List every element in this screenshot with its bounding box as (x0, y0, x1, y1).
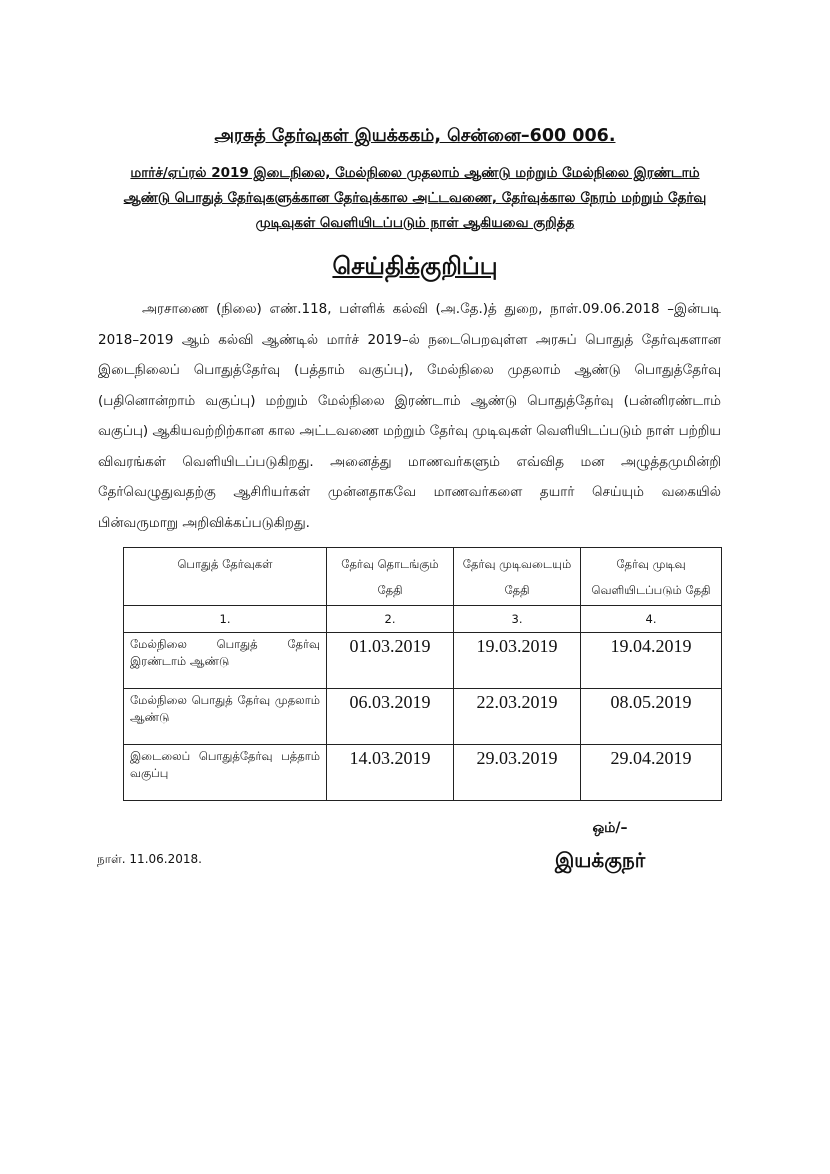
issue-date: நாள். 11.06.2018. (97, 852, 202, 866)
column-number: 1. (124, 606, 327, 633)
header-exams-label: பொதுத் தேர்வுகள் (177, 557, 273, 571)
header-end-date (454, 548, 581, 606)
start-date: 14.03.2019 (327, 745, 454, 801)
subtitle-line-1: மார்ச்/ஏப்ரல் 2019 இடைநிலை, மேல்நிலை முதலாம் ஆண்டு மற்றும் மேல்நிலை இரண்டாம் (130, 165, 700, 181)
header-result-line1: தேர்வு முடிவு (616, 557, 686, 571)
result-date: 29.04.2019 (581, 745, 722, 801)
designation: இயக்குநர் (554, 848, 646, 872)
result-date: 19.04.2019 (581, 633, 722, 689)
end-date: 19.03.2019 (454, 633, 581, 689)
body-paragraph-text: அரசாணை (நிலை) எண்.118, பள்ளிக் கல்வி (அ.தே.)த் துறை, நாள்.09.06.2018 –இன்படி 2018–2019 ஆம் கல்வி ஆண்டில் மார்ச் 2019–ல் நடைபெறவுள்ள அரசுப் பொதுத் தேர்வுகளான இடைநிலைப் பொதுத்தேர்வு (பத்தாம் வகுப்பு), மேல்நிலை முதலாம் ஆண்டு பொதுத்தேர்வு (பதினொன்றாம் வகுப்பு) மற்றும் மேல்நிலை இரண்டாம் ஆண்டு பொதுத்தேர்வு (பன்னிரண்டாம் வகுப்பு) ஆகியவற்றிற்கான கால அட்டவணை மற்றும் தேர்வு முடிவுகள் வெளியிடப்படும் நாள் பற்றிய விவரங்கள் வெளியிடப்படுகிறது. அனைத்து மாணவர்களும் எவ்வித மன அழுத்தமுமின்றி தேர்வெழுதுவதற்கு ஆசிரியர்கள் முன்னதாகவே மாணவர்களை தயார் செய்யும் வகையில் பின்வருமாறு அறிவிக்கப்படுகிறது. (98, 301, 721, 531)
header-result-date (581, 548, 722, 606)
table-number-row (124, 606, 722, 633)
table-row (124, 689, 722, 745)
start-date: 01.03.2019 (327, 633, 454, 689)
office-title: அரசுத் தேர்வுகள் இயக்ககம், சென்னை–600 006. (214, 126, 616, 146)
exam-schedule-table (123, 547, 722, 801)
column-number: 2. (327, 606, 454, 633)
column-number: 3. (454, 606, 581, 633)
start-date: 06.03.2019 (327, 689, 454, 745)
subtitle (90, 161, 740, 236)
end-date: 29.03.2019 (454, 745, 581, 801)
header-end-line2: தேதி (504, 583, 530, 597)
signed-mark: ஒம்/– (592, 820, 628, 836)
body-paragraph (98, 294, 721, 538)
header-end-line1: தேர்வு முடிவடையும் (462, 557, 572, 571)
subtitle-line-3: முடிவுகள் வெளியிடப்படும் நாள் ஆகியவை குறித்த (255, 215, 575, 231)
column-number: 4. (581, 606, 722, 633)
subtitle-line-2: ஆண்டு பொதுத் தேர்வுகளுக்கான தேர்வுக்கால அட்டவணை, தேர்வுக்கால நேரம் மற்றும் தேர்வு (123, 190, 707, 206)
signature-block (530, 820, 670, 875)
press-release-heading: செய்திக்குறிப்பு (332, 252, 498, 280)
table-row (124, 633, 722, 689)
exam-name: மேல்நிலை பொதுத் தேர்வு முதலாம் ஆண்டு (124, 689, 327, 745)
header-start-line2: தேதி (377, 583, 403, 597)
end-date: 22.03.2019 (454, 689, 581, 745)
result-date: 08.05.2019 (581, 689, 722, 745)
exam-name: மேல்நிலை பொதுத் தேர்வு இரண்டாம் ஆண்டு (124, 633, 327, 689)
header-result-line2: வெளியிடப்படும் தேதி (591, 583, 711, 597)
header-start-date (327, 548, 454, 606)
header-start-line1: தேர்வு தொடங்கும் (341, 557, 439, 571)
exam-name: இடைலைப் பொதுத்தேர்வு பத்தாம் வகுப்பு (124, 745, 327, 801)
header-exams (124, 548, 327, 606)
table-row (124, 745, 722, 801)
table-header-row (124, 548, 722, 606)
